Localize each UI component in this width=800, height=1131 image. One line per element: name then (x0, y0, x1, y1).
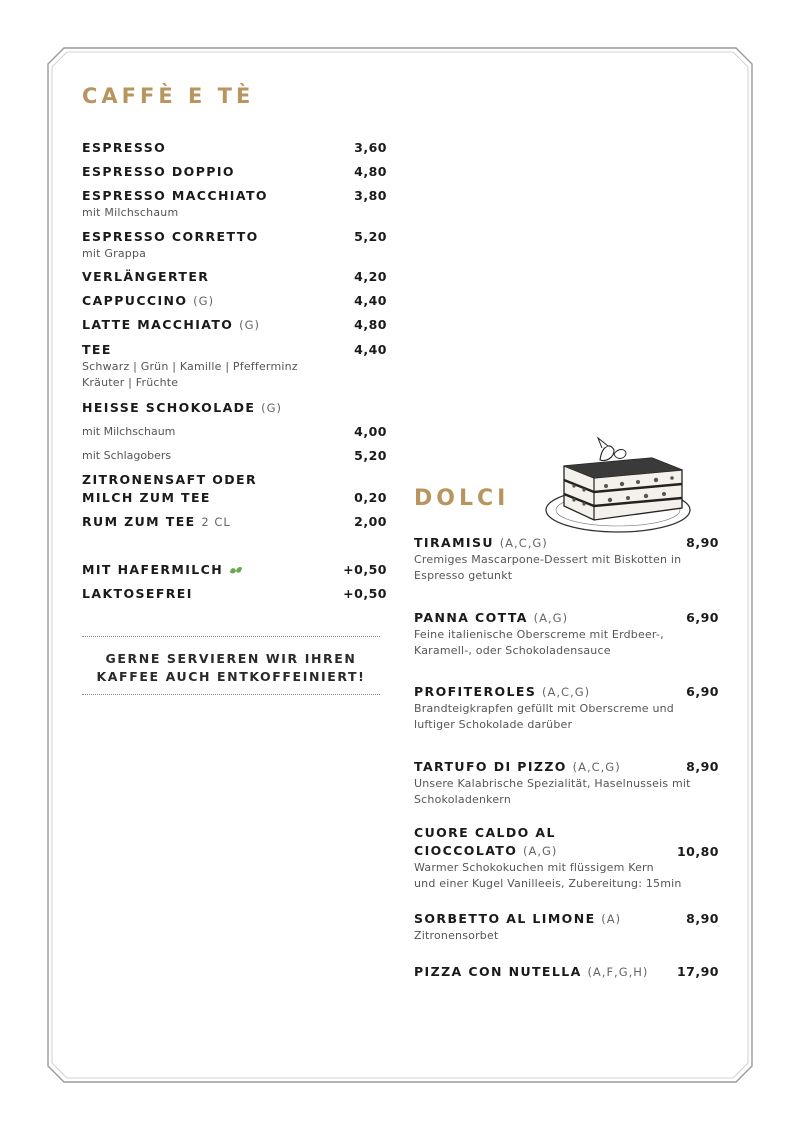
menu-item (82, 163, 387, 181)
subitem-label: mit Milchschaum (82, 425, 176, 438)
item-price: 3,60 (354, 140, 387, 155)
item-price: 5,20 (354, 448, 387, 463)
item-name: CAPPUCCINO (G) (82, 293, 215, 308)
item-allergens: (G) (193, 294, 215, 308)
menu-item (414, 963, 719, 981)
item-name: ZITRONENSAFT ODER (82, 472, 258, 487)
item-price: 4,00 (354, 424, 387, 439)
item-price: 3,80 (354, 188, 387, 203)
item-price: +0,50 (343, 562, 387, 577)
item-name: MILCH ZUM TEE (82, 490, 211, 505)
item-price: +0,50 (343, 586, 387, 601)
menu-item (414, 824, 719, 892)
item-price: 2,00 (354, 514, 387, 529)
leaf-icon (229, 566, 243, 576)
item-description: Brandteigkrapfen gefüllt mit Oberscreme und (414, 702, 674, 715)
menu-subitem (82, 423, 387, 441)
item-name: VERLÄNGERTER (82, 269, 210, 284)
item-price: 4,80 (354, 317, 387, 332)
item-price: 6,90 (686, 610, 719, 625)
item-description: und einer Kugel Vanilleeis, Zubereitung: 15min (414, 877, 682, 890)
menu-item (82, 268, 387, 286)
item-name: ESPRESSO DOPPIO (82, 164, 235, 179)
item-description: Feine italienische Oberscreme mit Erdbeer-, (414, 628, 664, 641)
menu-item (82, 228, 387, 262)
item-price: 6,90 (686, 684, 719, 699)
item-description: luftiger Schokolade darüber (414, 718, 573, 731)
item-name: TARTUFO DI PIZZO (A,C,G) (414, 759, 621, 774)
item-allergens: (A,G) (533, 611, 569, 625)
item-description: Schwarz | Grün | Kamille | Pfefferminz (82, 360, 298, 373)
item-price: 4,20 (354, 269, 387, 284)
item-name: ESPRESSO MACCHIATO (82, 188, 268, 203)
item-allergens: (A,C,G) (542, 685, 591, 699)
item-name: RUM ZUM TEE 2 CL (82, 514, 231, 529)
item-name: MIT HAFERMILCH (82, 561, 387, 579)
item-description: mit Grappa (82, 247, 147, 260)
item-name: LAKTOSEFREI (82, 586, 193, 601)
item-allergens: (G) (239, 318, 260, 332)
menu-item (82, 292, 387, 310)
item-price: 8,90 (686, 911, 719, 926)
coffee-title: CAFFÈ E TÈ (82, 84, 255, 108)
item-name: PANNA COTTA (A,G) (414, 610, 569, 625)
item-description: Cremiges Mascarpone-Dessert mit Biskotten in (414, 553, 682, 566)
notice-line: KAFFEE AUCH ENTKOFFEINIERT! (96, 669, 366, 684)
notice-line: GERNE SERVIEREN WIR IHREN (105, 651, 357, 666)
item-description: Espresso getunkt (414, 569, 513, 582)
cake-illustration (540, 436, 700, 536)
item-price: 4,40 (354, 342, 387, 357)
item-description: Schokoladenkern (414, 793, 512, 806)
item-allergens: 2 CL (201, 515, 231, 529)
item-allergens: (A,F,G,H) (587, 965, 649, 979)
item-name: ESPRESSO (82, 140, 167, 155)
menu-item (82, 561, 387, 579)
item-price: 17,90 (676, 964, 719, 979)
item-description: Unsere Kalabrische Spezialität, Haselnusseis mit (414, 777, 691, 790)
item-price: 4,40 (354, 293, 387, 308)
decaf-notice (82, 650, 380, 686)
menu-item (82, 187, 387, 221)
menu-item (82, 471, 387, 507)
item-description: Kräuter | Früchte (82, 376, 179, 389)
item-allergens: (A) (601, 912, 622, 926)
item-name: CIOCCOLATO (A,G) (414, 843, 558, 858)
menu-item (414, 910, 719, 944)
menu-item (82, 585, 387, 603)
item-name: PROFITEROLES (A,C,G) (414, 684, 591, 699)
item-price: 0,20 (354, 490, 387, 505)
item-name: HEISSE SCHOKOLADE (G) (82, 400, 283, 415)
item-name: CUORE CALDO AL (414, 825, 556, 840)
item-name: SORBETTO AL LIMONE (A) (414, 911, 622, 926)
item-allergens: (G) (261, 401, 283, 415)
item-allergens: (A,C,G) (499, 536, 548, 550)
item-name: PIZZA CON NUTELLA (A,F,G,H) (414, 964, 649, 979)
menu-item (414, 683, 719, 733)
item-description: Zitronensorbet (414, 929, 499, 942)
item-allergens: (A,G) (523, 844, 558, 858)
item-price: 4,80 (354, 164, 387, 179)
item-name: ESPRESSO CORRETTO (82, 229, 259, 244)
menu-item (414, 758, 719, 808)
item-allergens: (A,C,G) (572, 760, 621, 774)
menu-subitem (82, 447, 387, 465)
menu-item (82, 399, 387, 417)
item-description: mit Milchschaum (82, 206, 179, 219)
item-description: Warmer Schokokuchen mit flüssigem Kern (414, 861, 654, 874)
menu-item (82, 513, 387, 531)
subitem-label: mit Schlagobers (82, 449, 172, 462)
dolci-title: DOLCI (414, 486, 510, 511)
item-name: TIRAMISU (A,C,G) (414, 535, 548, 550)
item-price: 5,20 (354, 229, 387, 244)
menu-item (82, 139, 387, 157)
item-description: Karamell-, oder Schokoladensauce (414, 644, 611, 657)
item-price: 8,90 (686, 759, 719, 774)
item-price: 8,90 (686, 535, 719, 550)
item-name: LATTE MACCHIATO (G) (82, 317, 260, 332)
item-price: 10,80 (676, 844, 719, 859)
menu-item (82, 341, 387, 391)
divider (82, 636, 380, 637)
menu-item (414, 609, 719, 659)
divider (82, 694, 380, 695)
menu-item (82, 316, 387, 334)
item-name: TEE (82, 342, 112, 357)
menu-item (414, 534, 719, 584)
